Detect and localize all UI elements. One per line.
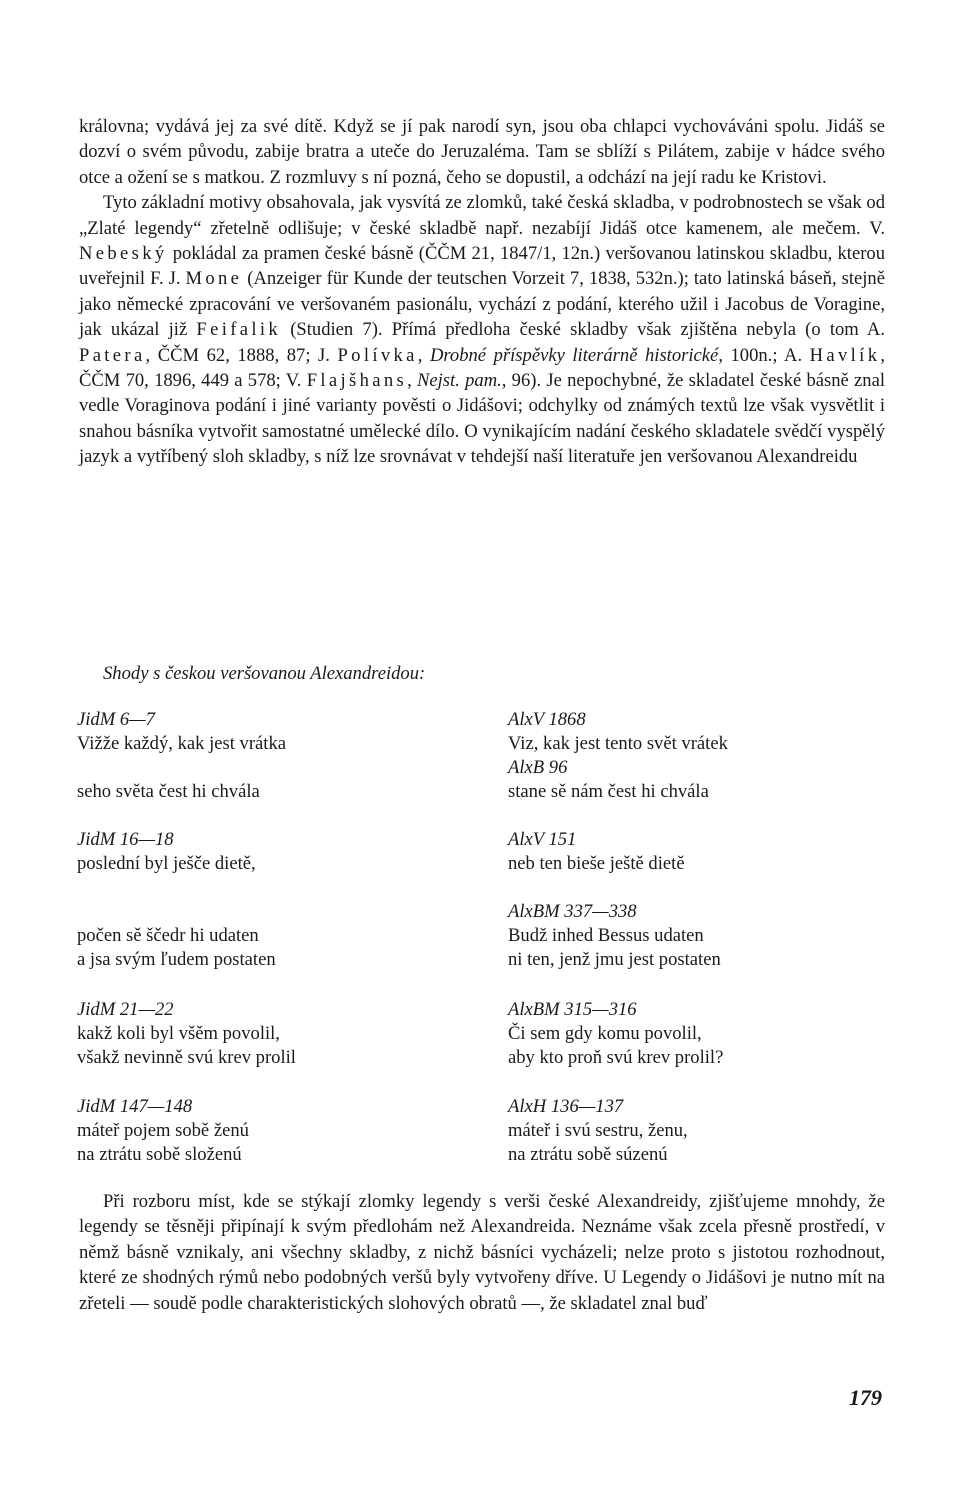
verse-spacer bbox=[77, 876, 477, 924]
comparison-left-2 bbox=[77, 828, 477, 972]
author-name-havlik: Havlík bbox=[809, 344, 881, 366]
author-name-flajshans: Flajšhans bbox=[306, 370, 408, 392]
paragraph-continuation: královna; vydává jej za své dítě. Když se jí pak narodí syn, jsou oba chlapci vychováváni spolu. Jidáš se dozví o svém původu, zabije bratra a uteče do Jeruzaléma. Tam se sblíží s Pilátem, zabije v hádce svého otce a ožení se s matkou. Z rozmluvy s ní pozná, čeho se dopustil, a odchází na její radu ke Kristovi. bbox=[79, 116, 885, 188]
verse-reference: JidM 147—148 bbox=[77, 1096, 193, 1117]
comparison-right-1 bbox=[508, 708, 908, 804]
author-name-polivka: Polívka bbox=[337, 344, 418, 366]
author-name-nebesky: Nebeský bbox=[79, 243, 168, 265]
author-name-feifalik: Feifalik bbox=[196, 319, 282, 341]
verse-line: Či sem gdy komu povolil, bbox=[508, 1023, 702, 1044]
verse-line: počen sě ščedr hi udaten bbox=[77, 925, 259, 946]
verse-line: ni ten, jenž jmu jest postaten bbox=[508, 949, 721, 970]
comparison-heading: Shody s českou veršovanou Alexandreidou: bbox=[103, 663, 426, 684]
verse-line: Viz, kak jest tento svět vrátek bbox=[508, 733, 728, 754]
lower-text-block bbox=[79, 1189, 885, 1316]
verse-line: stane sě nám čest hi chvála bbox=[508, 781, 709, 802]
verse-line: na ztrátu sobě složenú bbox=[77, 1144, 242, 1165]
verse-reference: AlxBM 315—316 bbox=[508, 999, 637, 1020]
text-run: , ČČM 70, 1896, 449 a 578; V. bbox=[79, 344, 885, 392]
verse-reference: AlxBM 337—338 bbox=[508, 901, 637, 922]
page-number: 179 bbox=[849, 1385, 882, 1410]
comparison-left-1 bbox=[77, 708, 477, 804]
text-run: , 96). Je nepochybné, že skladatel české básně znal vedle Voraginova podání i jiné varianty pověsti o Jidášovi; odchylky od známých textů lze však vysvětlit i snahou básníka vytvořit samostatné umělecké dílo. O vynikajícím nadání českého skladatele svědčí vyspělý jazyk a vytříbený sloh skladby, s níž lze srovnávat v tehdejší naší literatuře jen veršovanou Alexandreidu bbox=[79, 370, 885, 468]
paragraph-sources bbox=[79, 190, 885, 469]
verse-line: neb ten bieše ještě dietě bbox=[508, 853, 685, 874]
verse-line: poslední byl ješče dietě, bbox=[77, 853, 256, 874]
verse-line: na ztrátu sobě súzenú bbox=[508, 1144, 668, 1165]
author-name-patera: Patera bbox=[79, 344, 146, 366]
text-run: (Studien 7). Přímá předloha české skladby však zjištěna nebyla (o tom A. bbox=[281, 319, 885, 341]
verse-reference: JidM 16—18 bbox=[77, 829, 174, 850]
text-run: pokládal za pramen české básně (ČČM 21, 1847/1, 12n.) veršovanou latinskou skladbu, kterou uveřejnil F. J. bbox=[79, 243, 885, 290]
verse-reference: AlxB 96 bbox=[508, 757, 568, 778]
verse-line: Budž inhed Bessus udaten bbox=[508, 925, 704, 946]
verse-line: kakž koli byl všěm povolil, bbox=[77, 1023, 280, 1044]
upper-text-block bbox=[79, 114, 885, 470]
verse-reference: AlxV 151 bbox=[508, 829, 577, 850]
text-run: Tyto základní motivy obsahovala, jak vysvítá ze zlomků, také česká skladba, v podrobnostech se však od „Zlaté legendy“ zřetelně odlišuje; v české skladbě např. nezabíjí Jidáš otce kamenem, ale mečem. V. bbox=[79, 192, 885, 239]
text-run: , 100n.; A. bbox=[718, 344, 810, 366]
text-run: , ČČM 62, 1888, 87; J. bbox=[145, 344, 338, 366]
text-run: (Anzeiger für Kunde der teutschen Vorzeit 7, 1838, 532n.); tato latinská báseň, stejně jako německé zpracování ve veršovaném pasionálu, vychází z podání, kterého užil i Jacobus de Voragine, jak ukázal již bbox=[79, 268, 885, 341]
verse-line: a jsa svým ľudem postaten bbox=[77, 949, 276, 970]
verse-line: máteř pojem sobě ženú bbox=[77, 1120, 249, 1141]
verse-reference: JidM 6—7 bbox=[77, 709, 155, 730]
author-name-mone: Mone bbox=[185, 268, 243, 290]
verse-spacer bbox=[77, 756, 477, 780]
comparison-right-2 bbox=[508, 828, 908, 972]
comparison-left-4 bbox=[77, 1095, 477, 1167]
verse-line: všakž nevinně svú krev prolil bbox=[77, 1047, 296, 1068]
paragraph-analysis: Při rozboru míst, kde se stýkají zlomky legendy s verši české Alexandreidy, zjišťujeme mnohdy, že legendy se těsněji připínají k svým předlohám než Alexandreida. Neznáme však zcela přesně prostředí, v němž básně vznikaly, ani všechny skladby, z nichž básníci vycházeli; nelze proto s jistotou rozhodnout, které ze shodných rýmů nebo podobných veršů byly vytvořeny dříve. U Legendy o Jidášovi je nutno mít na zřeteli — soudě podle charakteristických slohových obratů —, že skladatel znal buď bbox=[79, 1191, 885, 1314]
verse-line: máteř i svú sestru, ženu, bbox=[508, 1120, 688, 1141]
text-run: , bbox=[407, 370, 417, 392]
comparison-left-3 bbox=[77, 998, 477, 1070]
verse-reference: JidM 21—22 bbox=[77, 999, 174, 1020]
comparison-right-3 bbox=[508, 998, 908, 1070]
verse-line: seho světa čest hi chvála bbox=[77, 781, 260, 802]
work-title-drobne: Drobné příspěvky literárně historické bbox=[429, 344, 719, 366]
verse-line: Vižže každý, kak jest vrátka bbox=[77, 733, 286, 754]
text-run: , bbox=[417, 344, 430, 366]
verse-reference: AlxV 1868 bbox=[508, 709, 586, 730]
verse-line: aby kto proň svú krev prolil? bbox=[508, 1047, 724, 1068]
verse-spacer bbox=[508, 876, 908, 900]
comparison-right-4 bbox=[508, 1095, 908, 1167]
work-title-nejst: Nejst. pam. bbox=[416, 370, 502, 392]
verse-reference: AlxH 136—137 bbox=[508, 1096, 624, 1117]
